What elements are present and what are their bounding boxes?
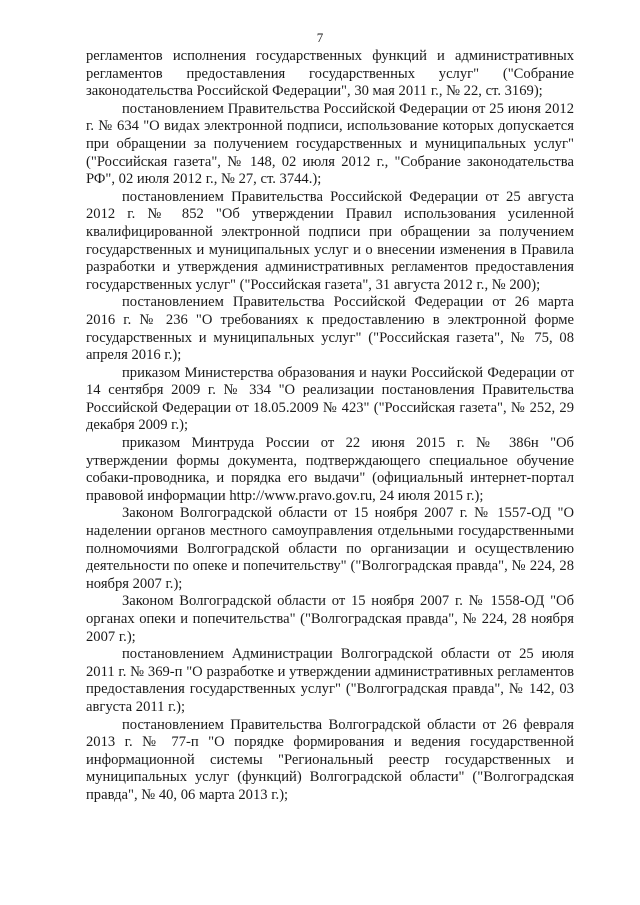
paragraph-decree-77p: постановлением Правительства Волгоградской области от 26 февраля 2013 г. № 77-п "О порядке формирования и ведения государственной информационной системы "Региональный реестр государственных и муниципальных услуг (функций) Волгоградской области" ("Волгоградская правда", № 40, 06 марта 2013 г.);	[86, 716, 574, 803]
paragraph-continuation: регламентов исполнения государственных функций и административных регламентов предоставления государственных услуг" ("Собрание законодательства Российской Федерации", 30 мая 2011 г., № 22, ст. 3169);	[86, 48, 574, 100]
page-number: 7	[316, 30, 324, 45]
paragraph-law-1558-od: Законом Волгоградской области от 15 ноября 2007 г. № 1558-ОД "Об органах опеки и попечительства" ("Волгоградская правда", № 224, 28 ноября 2007 г.);	[86, 593, 574, 645]
paragraph-decree-369p: постановлением Администрации Волгоградской области от 25 июля 2011 г. № 369-п "О разработке и утверждении административных регламентов предоставления государственных услуг" ("Волгоградская правда", № 142, 03 августа 2011 г.);	[86, 646, 574, 715]
paragraph-decree-236: постановлением Правительства Российской Федерации от 26 марта 2016 г. № 236 "О требованиях к предоставлению в электронной форме государственных и муниципальных услуг" ("Российская газета", № 75, 08 апреля 2016 г.);	[86, 294, 574, 364]
paragraph-law-1557-od: Законом Волгоградской области от 15 ноября 2007 г. № 1557-ОД "О наделении органов местного самоуправления отдельными государственными полномочиями Волгоградской области по организации и осуществлению деятельности по опеке и попечительству" ("Волгоградская правда", № 224, 28 ноября 2007 г.);	[86, 505, 574, 592]
paragraph-decree-634: постановлением Правительства Российской Федерации от 25 июня 2012 г. № 634 "О видах электронной подписи, использование которых допускается при обращении за получением государственных и муниципальных услуг" ("Российская газета", № 148, 02 июля 2012 г., "Собрание законодательства РФ", 02 июля 2012 г., № 27, ст. 3744.);	[86, 100, 574, 188]
document-body	[86, 48, 574, 805]
paragraph-order-386n: приказом Минтруда России от 22 июня 2015 г. № 386н "Об утверждении формы документа, подтверждающего специальное обучение собаки-проводника, и порядка его выдачи" (официальный интернет-портал правовой информации http://www.pravo.gov.ru, 24 июля 2015 г.);	[86, 435, 574, 504]
paragraph-decree-852: постановлением Правительства Российской Федерации от 25 августа 2012 г. № 852 "Об утверждении Правил использования усиленной квалифицированной электронной подписи при обращении за получением государственных и муниципальных услуг и о внесении изменения в Правила разработки и утверждения административных регламентов предоставления государственных услуг" ("Российская газета", 31 августа 2012 г., № 200);	[86, 188, 574, 293]
paragraph-order-334: приказом Министерства образования и науки Российской Федерации от 14 сентября 2009 г. № 334 "О реализации постановления Правительства Российской Федерации от 18.05.2009 № 423" ("Российская газета", № 252, 29 декабря 2009 г.);	[86, 364, 574, 434]
